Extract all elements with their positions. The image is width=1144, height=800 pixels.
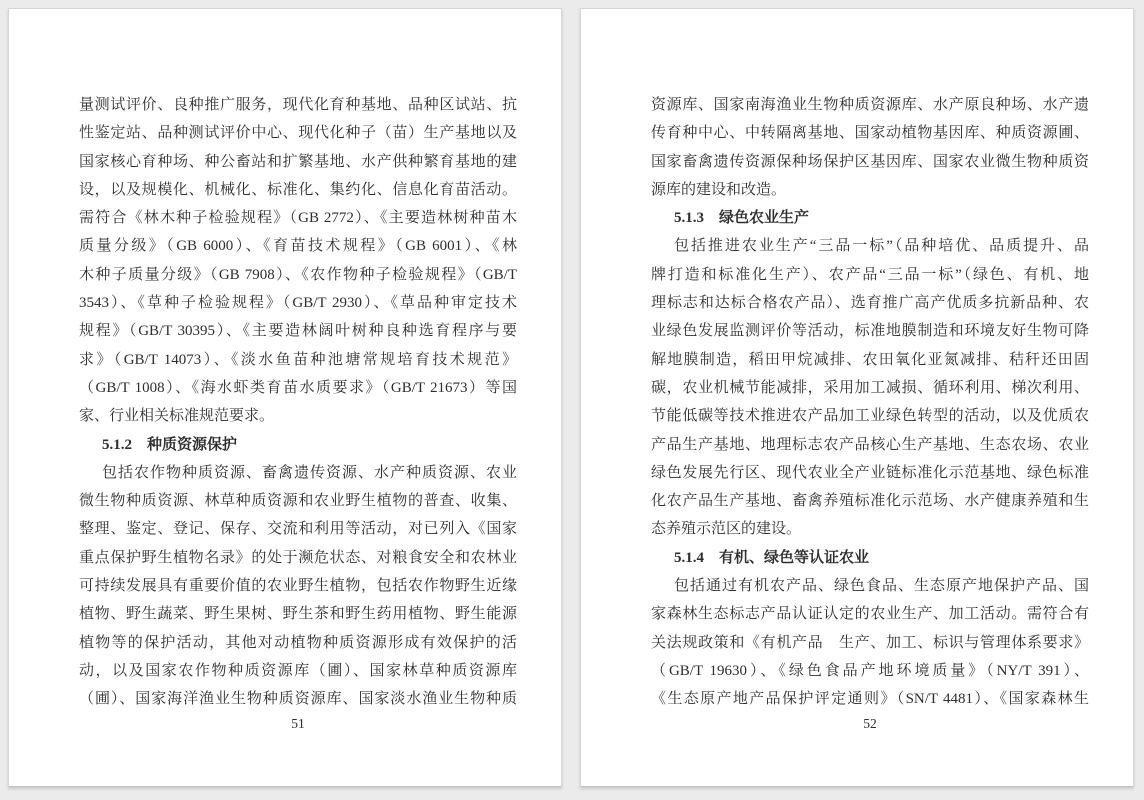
text-line: 《生态原产地产品保护评定通则》（SN/T 4481）、《国家森林生 xyxy=(651,691,1089,708)
text-line: 国家核心育种场、种公畜站和扩繁基地、水产供种繁育基地的建 xyxy=(79,153,517,170)
text-line: （圃）、国家海洋渔业生物种质资源库、国家淡水渔业生物种质 xyxy=(79,691,517,708)
text-line: 绿色发展先行区、现代农业全产业链标准化示范基地、绿色标准 xyxy=(651,464,1089,481)
text-line: 解地膜制造，稻田甲烷减排、农田氧化亚氮减排、秸秆还田固 xyxy=(651,351,1089,368)
text-line: 规程》（GB/T 30395）、《主要造林阔叶树种良种选育程序与要 xyxy=(79,323,517,340)
text-line: 质量分级》（GB 6000）、《育苗技术规程》（GB 6001）、《林 xyxy=(79,238,517,255)
text-line: 设，以及规模化、机械化、标准化、集约化、信息化育苗活动。 xyxy=(79,181,517,198)
page-52-text-column xyxy=(651,91,1089,714)
text-line: 化农产品生产基地、畜禽养殖标准化示范场、水产健康养殖和生 xyxy=(651,493,1089,510)
text-line: 微生物种质资源、林草种质资源和农业野生植物的普查、收集、 xyxy=(79,493,517,510)
text-line: 产品生产基地、地理标志农产品核心生产基地、生态农场、农业 xyxy=(651,436,1089,453)
text-line: 关法规政策和《有机产品 生产、加工、标识与管理体系要求》 xyxy=(651,634,1089,651)
text-line: 5.1.2 种质资源保护 xyxy=(102,436,238,453)
text-line: 业绿色发展监测评价等活动，标准地膜制造和环境友好生物可降 xyxy=(651,323,1089,340)
text-line: 牌打造和标准化生产）、农产品“三品一标”（绿色、有机、地 xyxy=(651,266,1089,283)
text-line: 3543）、《草种子检验规程》（GB/T 2930）、《草品种审定技术 xyxy=(79,295,517,312)
text-line: 理标志和达标合格农产品）、选育推广高产优质多抗新品种、农 xyxy=(651,295,1089,312)
text-line: 重点保护野生植物名录》的处于濒危状态、对粮食安全和农林业 xyxy=(79,549,517,566)
text-line: 性鉴定站、品种测试评价中心、现代化种子（苗）生产基地以及 xyxy=(79,125,517,142)
text-line: 植物等的保护活动，其他对动植物种质资源形成有效保护的活 xyxy=(79,634,517,651)
text-line: 5.1.4 有机、绿色等认证农业 xyxy=(674,549,870,566)
text-line: 植物、野生蔬菜、野生果树、野生茶和野生药用植物、野生能源 xyxy=(79,606,517,623)
text-line: 源库的建设和改造。 xyxy=(651,181,787,198)
text-line: 可持续发展具有重要价值的农业野生植物，包括农作物野生近缘 xyxy=(79,578,517,595)
document-page-52 xyxy=(580,8,1134,787)
text-line: 碳，农业机械节能减排，采用加工减损、循环利用、梯次利用、 xyxy=(651,379,1089,396)
page-51-text-column xyxy=(79,91,517,714)
text-line: 包括推进农业生产“三品一标”（品种培优、品质提升、品 xyxy=(674,238,1089,255)
page-number-51: 51 xyxy=(291,715,305,731)
text-line: （GB/T 1008）、《海水虾类育苗水质要求》（GB/T 21673）等国 xyxy=(79,379,517,396)
text-line: 家森林生态标志产品认证认定的农业生产、加工活动。需符合有 xyxy=(651,606,1089,623)
text-line: 家、行业相关标准规范要求。 xyxy=(79,408,275,425)
document-page-51 xyxy=(8,8,562,787)
text-line: 态养殖示范区的建设。 xyxy=(651,521,802,538)
text-line: 国家畜禽遗传资源保种场保护区基因库、国家农业微生物种质资 xyxy=(651,153,1089,170)
page-number-52: 52 xyxy=(863,715,877,731)
text-line: 求》（GB/T 14073）、《淡水鱼苗种池塘常规培育技术规范》 xyxy=(79,351,517,368)
text-line: 整理、鉴定、登记、保存、交流和利用等活动，对已列入《国家 xyxy=(79,521,517,538)
text-line: （GB/T 19630）、《绿色食品产地环境质量》（NY/T 391）、 xyxy=(651,662,1089,679)
text-line: 量测试评价、良种推广服务，现代化育种基地、品种区试站、抗 xyxy=(79,97,517,113)
text-line: 资源库、国家南海渔业生物种质资源库、水产原良种场、水产遗 xyxy=(651,97,1089,113)
text-line: 木种子质量分级》（GB 7908）、《农作物种子检验规程》（GB/T xyxy=(79,266,517,283)
text-line: 节能低碳等技术推进农产品加工业绿色转型的活动，以及优质农 xyxy=(651,408,1089,425)
text-line: 5.1.3 绿色农业生产 xyxy=(674,210,810,227)
text-line: 包括农作物种质资源、畜禽遗传资源、水产种质资源、农业 xyxy=(102,464,517,481)
text-line: 动，以及国家农作物种质资源库（圃）、国家林草种质资源库 xyxy=(79,662,517,679)
text-line: 包括通过有机农产品、绿色食品、生态原产地保护产品、国 xyxy=(674,578,1089,595)
text-line: 传育种中心、中转隔离基地、国家动植物基因库、种质资源圃、 xyxy=(651,125,1089,142)
text-line: 需符合《林木种子检验规程》（GB 2772）、《主要造林树种苗木 xyxy=(79,210,517,227)
